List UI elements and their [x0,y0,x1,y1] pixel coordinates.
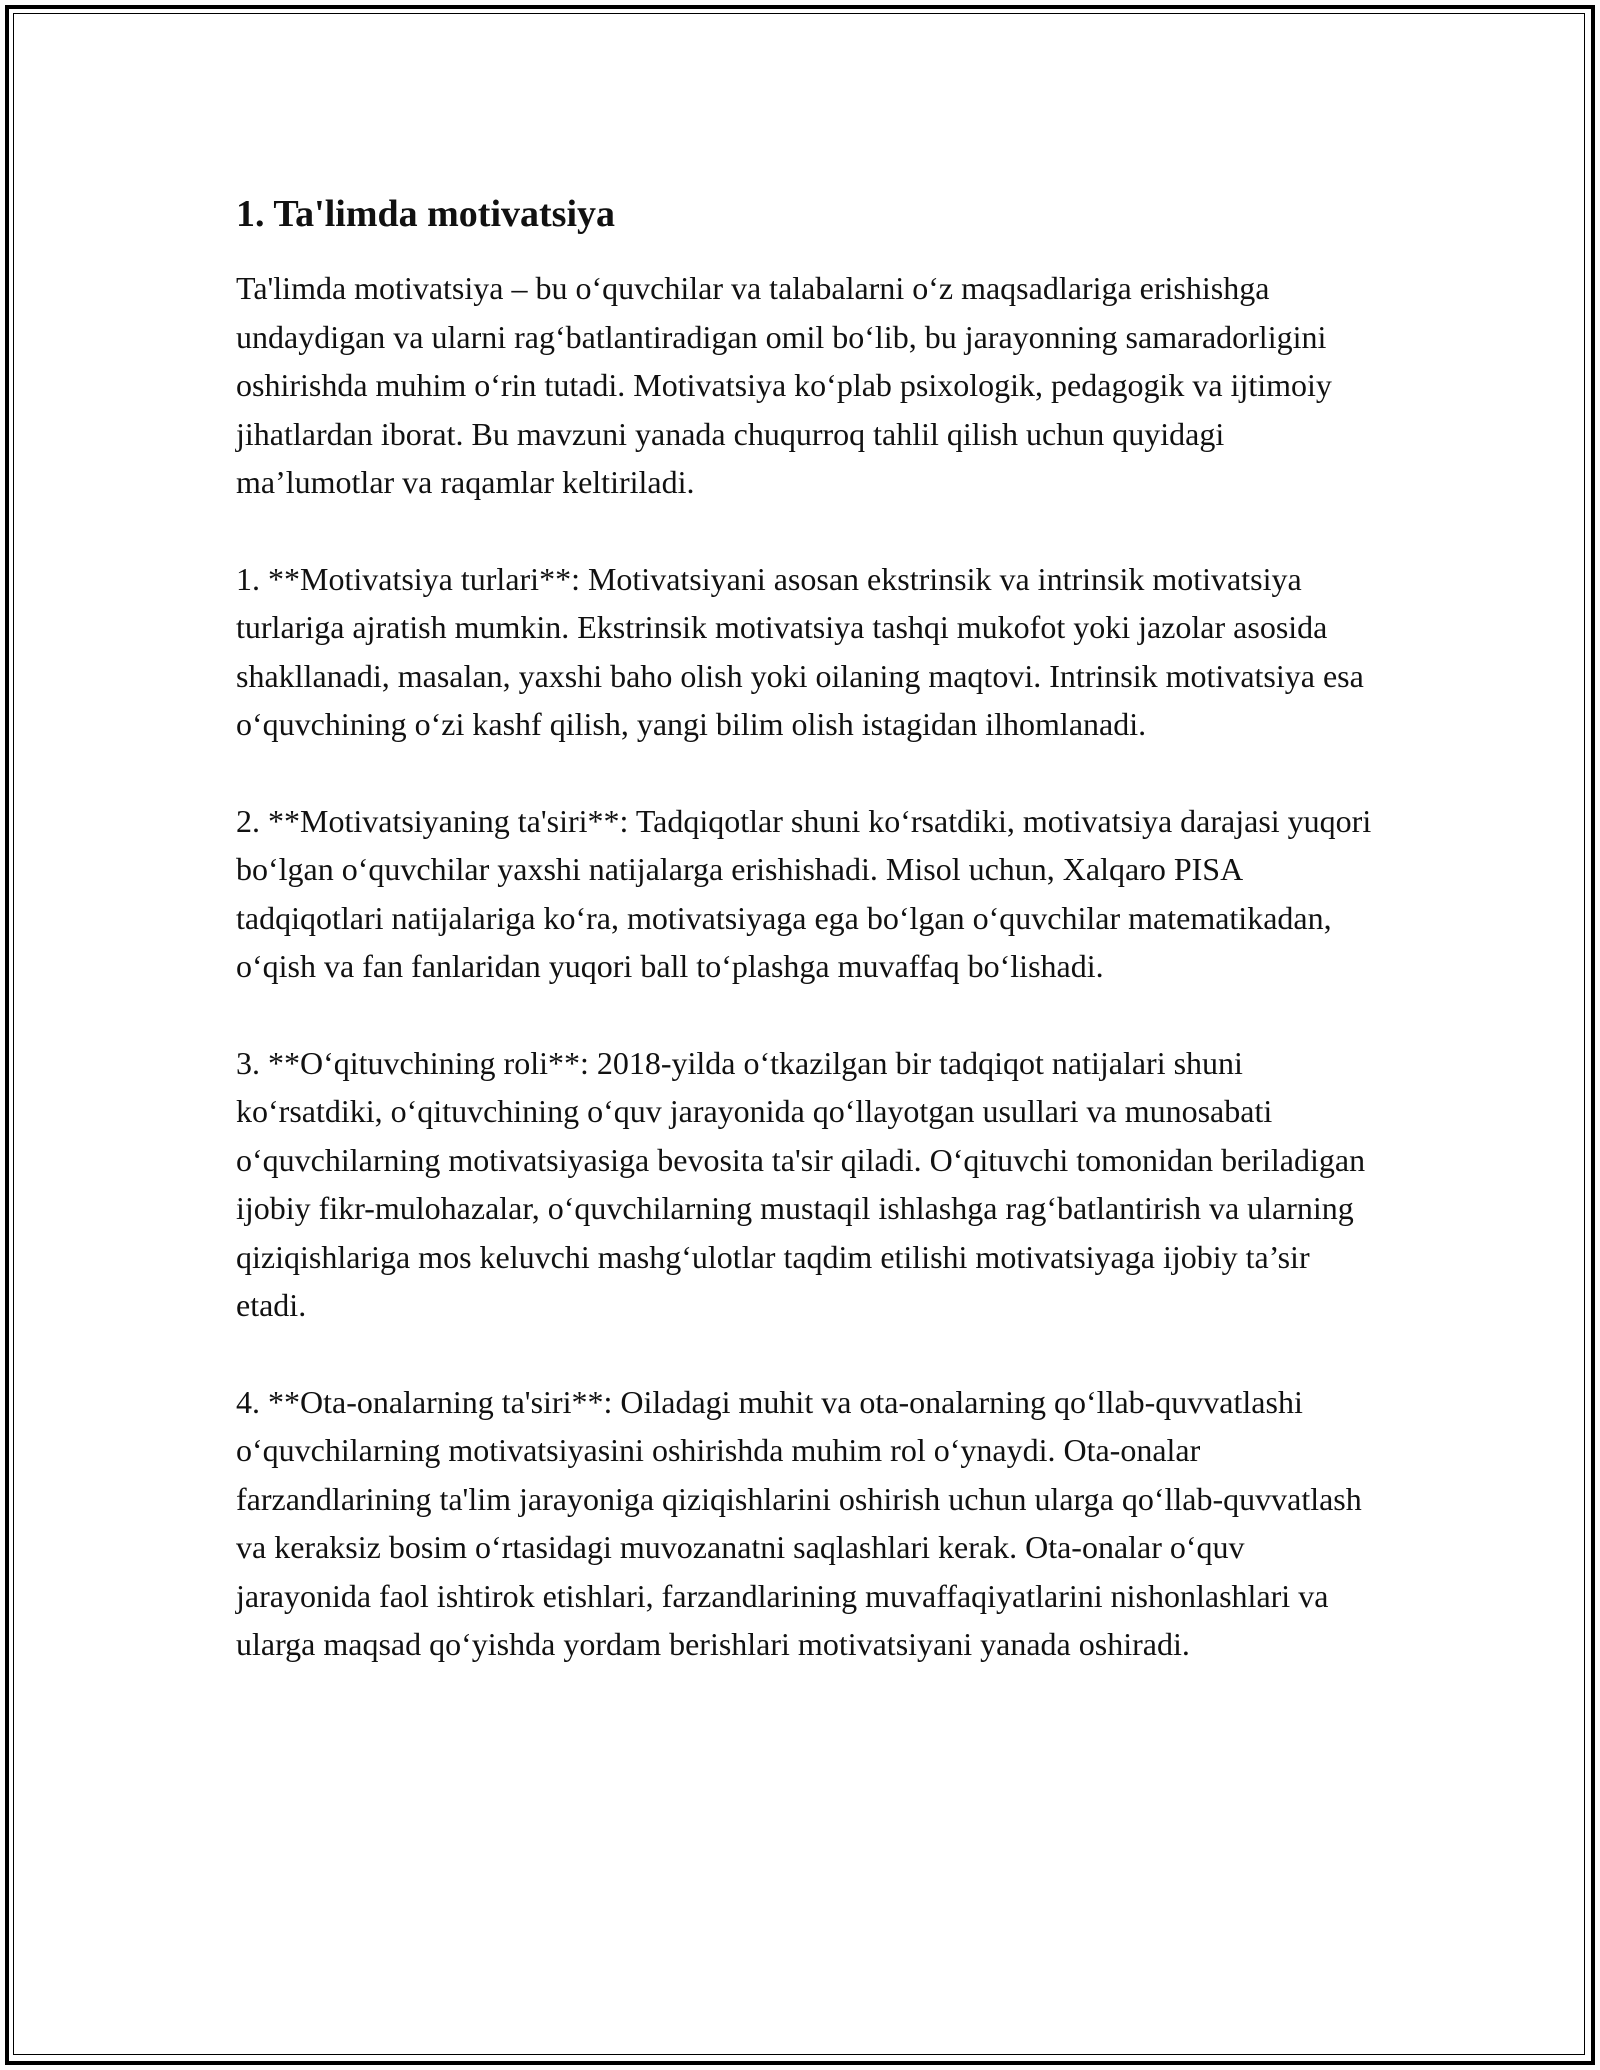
paragraph-parents-effect: 4. **Ota-onalarning ta'siri**: Oiladagi muhit va ota-onalarning qo‘llab-quvvatlashi o‘quvchilarning motivatsiyasini oshirishda muhim rol o‘ynaydi. Ota-onalar farzandlarining ta'lim jarayoniga qiziqishlarini oshirish uchun ularga qo‘llab-quvvatlash va keraksiz bosim o‘rtasidagi muvozanatni saqlashlari kerak. Ota-onalar o‘quv jarayonida faol ishtirok etishlari, farzandlarining muvaffaqiyatlarini nishonlashlari va ularga maqsad qo‘yishda yordam berishlari motivatsiyani yanada oshiradi. [236,1383,1362,1662]
document-body [236,186,1376,1717]
document-title: 1. Ta'limda motivatsiya [236,193,615,235]
paragraph-intro: Ta'limda motivatsiya – bu o‘quvchilar va talabalarni o‘z maqsadlariga erishishga undaydigan va ularni rag‘batlantiradigan omil bo‘lib, bu jarayonning samaradorligini oshirishda muhim o‘rin tutadi. Motivatsiya ko‘plab psixologik, pedagogik va ijtimoiy jihatlardan iborat. Bu mavzuni yanada chuqurroq tahlil qilish uchun quyidagi ma’lumotlar va raqamlar keltiriladi. [236,270,1332,500]
paragraph-motivation-effect: 2. **Motivatsiyaning ta'siri**: Tadqiqotlar shuni ko‘rsatdiki, motivatsiya darajasi yuqori bo‘lgan o‘quvchilar yaxshi natijalarga erishishadi. Misol uchun, Xalqaro PISA tadqiqotlari natijalariga ko‘ra, motivatsiyaga ega bo‘lgan o‘quvchilar matematikadan, o‘qish va fan fanlaridan yuqori ball to‘plashga muvaffaq bo‘lishadi. [236,802,1372,984]
paragraph-motivation-types: 1. **Motivatsiya turlari**: Motivatsiyani asosan ekstrinsik va intrinsik motivatsiya turlariga ajratish mumkin. Ekstrinsik motivatsiya tashqi mukofot yoki jazolar asosida shakllanadi, masalan, yaxshi baho olish yoki oilaning maqtovi. Intrinsik motivatsiya esa o‘quvchining o‘zi kashf qilish, yangi bilim olish istagidan ilhomlanadi. [236,560,1364,742]
paragraph-teacher-role: 3. **O‘qituvchining roli**: 2018-yilda o‘tkazilgan bir tadqiqot natijalari shuni ko‘rsatdiki, o‘qituvchining o‘quv jarayonida qo‘llayotgan usullari va munosabati o‘quvchilarning motivatsiyasiga bevosita ta'sir qiladi. O‘qituvchi tomonidan beriladigan ijobiy fikr-mulohazalar, o‘quvchilarning mustaqil ishlashga rag‘batlantirish va ularning qiziqishlariga mos keluvchi mashg‘ulotlar taqdim etilishi motivatsiyaga ijobiy ta’sir etadi. [236,1044,1366,1323]
